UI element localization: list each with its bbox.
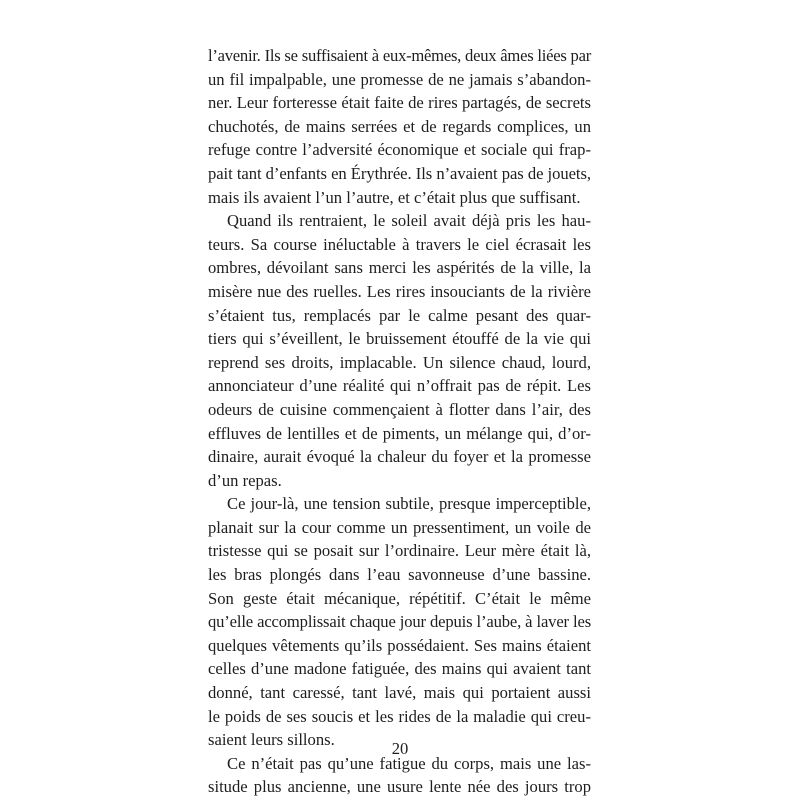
text-line: d’un repas. [208, 470, 282, 490]
text-line: ombres, dévoilant sans merci les aspérités de la ville, la [208, 258, 591, 278]
text-line: misère nue des ruelles. Les rires insouciants de la rivière [208, 281, 591, 301]
text-line: effluves de lentilles et de piments, un mélange qui, d’or- [208, 423, 591, 443]
text-line: tiers qui s’éveillent, le bruissement étouffé de la vie qui [208, 329, 591, 349]
paragraph-2 [208, 209, 591, 492]
text-line: saient leurs sillons. [208, 730, 335, 750]
text-line: mais ils avaient l’un l’autre, et c’était plus que suffisant. [208, 187, 581, 207]
text-line: pait tant d’enfants en Érythrée. Ils n’avaient pas de jouets, [208, 163, 591, 183]
text-line: s’étaient tus, remplacés par le calme pesant des quar- [208, 305, 591, 325]
text-line: quelques vêtements qu’ils possédaient. Ses mains étaient [208, 635, 591, 655]
text-line: celles d’une madone fatiguée, des mains qui avaient tant [208, 659, 591, 679]
paragraph-3 [208, 492, 591, 752]
text-line: Son geste était mécanique, répétitif. C’était le même [208, 588, 591, 608]
text-line: ner. Leur forteresse était faite de rires partagés, de secrets [208, 93, 591, 113]
paragraph-1 [208, 44, 591, 209]
text-line: situde plus ancienne, une usure lente née des jours trop [208, 777, 591, 797]
text-line: tristesse qui se posait sur l’ordinaire. Leur mère était là, [208, 541, 591, 561]
text-line: les bras plongés dans l’eau savonneuse d’une bassine. [208, 565, 591, 585]
text-line: l’avenir. Ils se suffisaient à eux-mêmes, deux âmes liées par [208, 46, 591, 65]
text-line: chuchotés, de mains serrées et de regards complices, un [208, 116, 591, 136]
text-line: donné, tant caressé, tant lavé, mais qui portaient aussi [208, 683, 591, 703]
text-line: Quand ils rentraient, le soleil avait déjà pris les hau- [227, 211, 591, 231]
text-line: dinaire, aurait évoqué la chaleur du foyer et la promesse [208, 447, 591, 467]
text-line: annonciateur d’une réalité qui n’offrait pas de répit. Les [208, 376, 591, 396]
text-line: refuge contre l’adversité économique et sociale qui frap- [208, 140, 591, 160]
body-text [208, 44, 591, 799]
text-line: le poids de ses soucis et les rides de la maladie qui creu- [208, 706, 591, 726]
text-line: Ce jour-là, une tension subtile, presque imperceptible, [227, 494, 591, 514]
text-line: teurs. Sa course inéluctable à travers le ciel écrasait les [208, 234, 591, 254]
text-line: Ce n’était pas qu’une fatigue du corps, mais une las- [227, 753, 591, 773]
text-line: qu’elle accomplissait chaque jour depuis l’aube, à laver les [208, 612, 591, 632]
text-line: odeurs de cuisine commençaient à flotter dans l’air, des [208, 399, 591, 419]
text-line: planait sur la cour comme un pressentiment, un voile de [208, 517, 591, 537]
page-number: 20 [391, 739, 409, 758]
text-line: reprend ses droits, implacable. Un silence chaud, lourd, [208, 352, 591, 372]
text-line: un fil impalpable, une promesse de ne jamais s’abandon- [208, 69, 591, 89]
